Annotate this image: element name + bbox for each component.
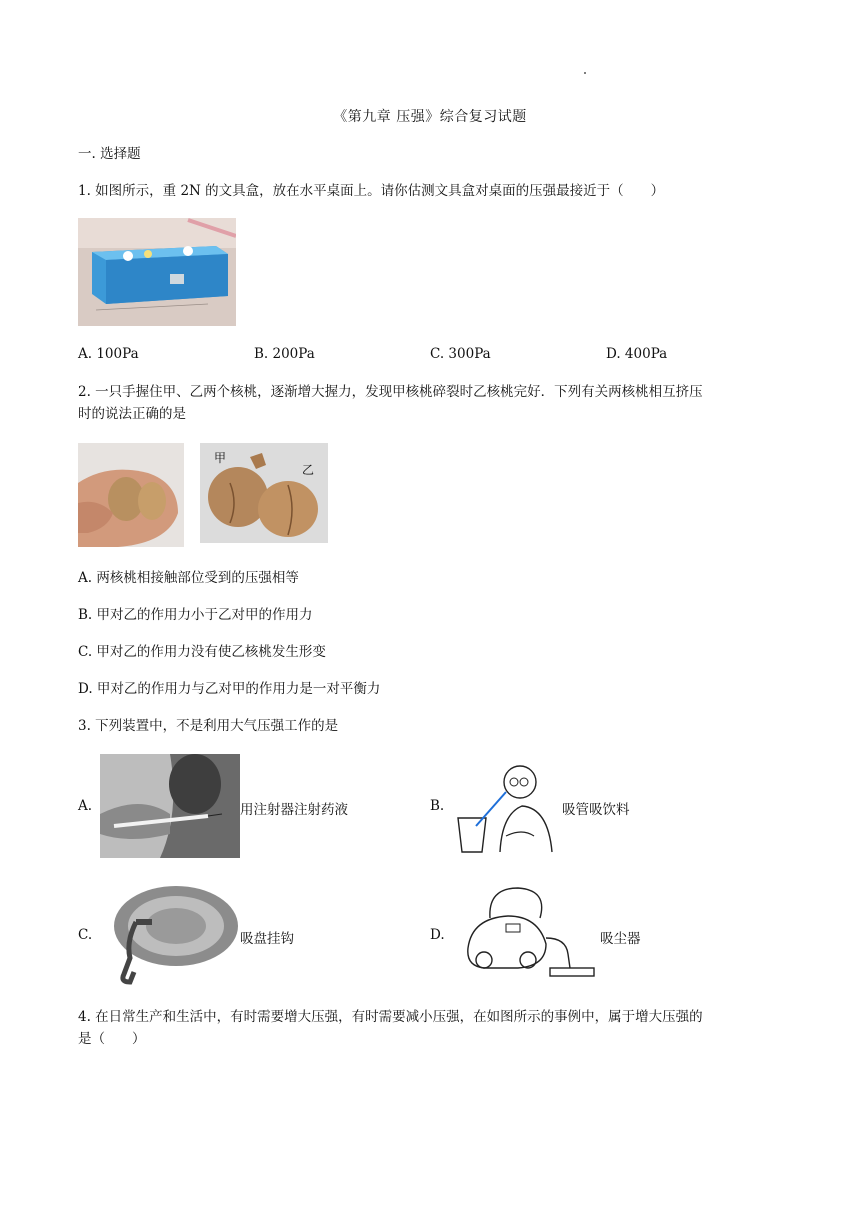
q3-option-d-label[interactable]: 吸尘器 [600, 931, 641, 947]
q1-option-a[interactable]: A. 100Pa [78, 346, 139, 362]
suction-hook-photo [100, 882, 240, 986]
question-4-text-line-1: 4. 在日常生产和生活中，有时需要增大压强，有时需要减小压强，在如图所示的事例中，属于增大压强的 [78, 1009, 703, 1025]
section-heading: 一. 选择题 [78, 146, 141, 162]
page-title: 《第九章 压强》综合复习试题 [333, 109, 527, 125]
hand-walnuts-photo [78, 443, 184, 547]
vacuum-cleaner-illustration [458, 882, 600, 986]
q2-option-d[interactable]: D. 甲对乙的作用力与乙对甲的作用力是一对平衡力 [78, 681, 381, 697]
pencil-box-photo [78, 218, 236, 326]
q1-option-c[interactable]: C. 300Pa [430, 346, 491, 362]
q3-option-a-letter[interactable]: A. [78, 798, 93, 814]
q3-option-b-letter[interactable]: B. [430, 798, 445, 814]
q3-option-a-label[interactable]: 用注射器注射药液 [240, 802, 348, 818]
q1-option-b[interactable]: B. 200Pa [254, 346, 315, 362]
question-1-text: 1. 如图所示，重 2N 的文具盒，放在水平桌面上。请你估测文具盒对桌面的压强最接近于（ ） [78, 183, 665, 199]
q3-option-c-label[interactable]: 吸盘挂钩 [240, 931, 294, 947]
q2-option-b[interactable]: B. 甲对乙的作用力小于乙对甲的作用力 [78, 607, 313, 623]
q3-option-c-letter[interactable]: C. [78, 927, 93, 943]
q1-option-d[interactable]: D. 400Pa [606, 346, 668, 362]
question-4-text-line-2: 是（ ） [78, 1031, 146, 1047]
q2-option-a[interactable]: A. 两核桃相接触部位受到的压强相等 [78, 570, 299, 586]
walnut-label-jia: 甲 [214, 451, 227, 465]
question-2-text-line-1: 2. 一只手握住甲、乙两个核桃，逐渐增大握力，发现甲核桃碎裂时乙核桃完好．下列有关两核桃相互挤压 [78, 384, 703, 400]
q3-option-d-letter[interactable]: D. [430, 927, 445, 943]
question-3-text: 3. 下列装置中，不是利用大气压强工作的是 [78, 718, 339, 734]
q2-option-c[interactable]: C. 甲对乙的作用力没有使乙核桃发生形变 [78, 644, 326, 660]
straw-drinking-illustration [452, 756, 562, 856]
walnut-label-yi: 乙 [302, 463, 315, 477]
q3-option-b-label[interactable]: 吸管吸饮料 [562, 802, 630, 818]
syringe-injection-photo [100, 754, 240, 858]
two-walnuts-photo [200, 443, 328, 543]
question-2-text-line-2: 时的说法正确的是 [78, 406, 186, 422]
header-dot [584, 72, 586, 74]
